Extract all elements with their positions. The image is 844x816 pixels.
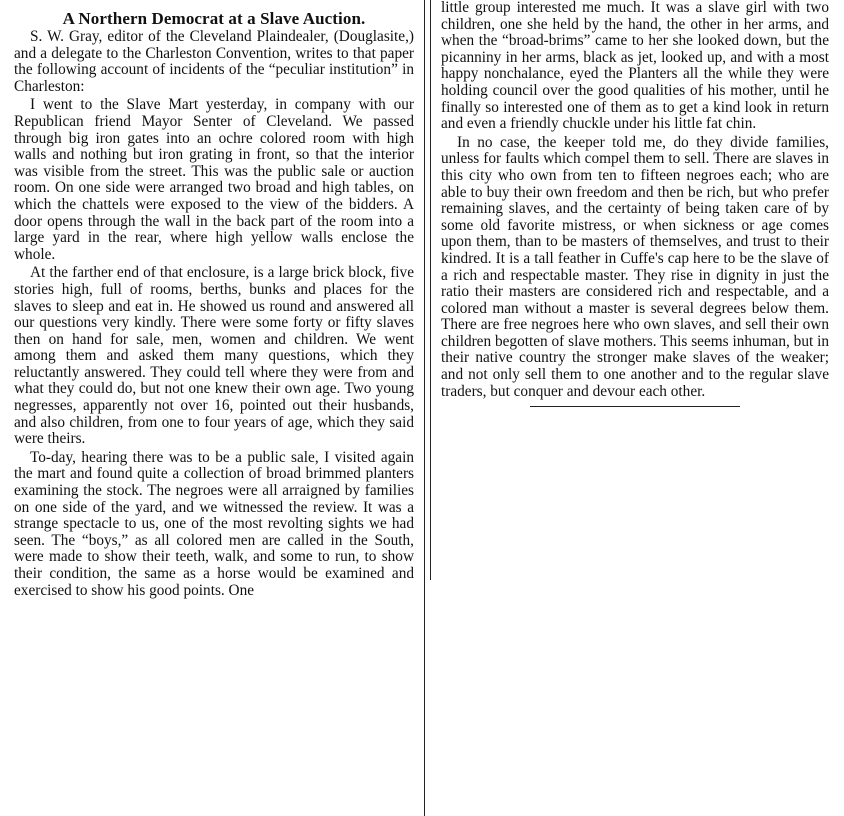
article-paragraph: To-day, hearing there was to be a public sale, I visited again the mart and found quite a collection of broad brimmed planters examining the stock. The negroes were all arraigned by families on one side of the yard, and we witnessed the review. It was a strange spectacle to us, one of the most revolting sights we had seen. The “boys,” as all colored men are called in the South, were made to show their teeth, walk, and some to run, to show their condition, the same as a horse would be examined and exercised to show his good points. One (14, 448, 414, 599)
end-of-article-rule (530, 406, 740, 407)
article-paragraph: In no case, the keeper told me, do they divide families, unless for faults which compel them to sell. There are slaves in this city who own from ten to fifteen negroes each; who are able to buy their own freedom and then be rich, but who prefer remaining slaves, and the certainty of being taken care of by some old favorite mistress, or when sickness or age comes upon them, than to be masters of themselves, and trust to their kindred. It is a tall feather in Cuffe's cap here to be the slave of a rich and respectable master. They rise in dignity in just the ratio their masters are considered rich and respectable, and a colored man without a master is several degrees below them. There are free negroes here who own slaves, and sell their own children begotten of slave mothers. This seems inhuman, but in their native country the stronger make slaves of the weaker; and not only sell them to one another and to the regular slave traders, but conquer and devour each other. (441, 133, 829, 400)
column-divider (430, 0, 431, 580)
article-paragraph-continued: little group interested me much. It was a slave girl with two children, one she held by the hand, the other in her arms, and when the “broad-brims” came to her she looked down, but the picanniny in her arms, black as jet, looked up, and with a most happy nonchalance, eyed the Planters all the while they were holding council over the good qualities of his mother, until he finally so interested one of them as to get a kind look in return and even a friendly chuckle under his little fat chin. (441, 0, 829, 133)
article-headline: A Northern Democrat at a Slave Auction. (62, 9, 366, 28)
right-column (441, 0, 829, 407)
article-paragraph: S. W. Gray, editor of the Cleveland Plaindealer, (Douglasite,) and a delegate to the Charleston Convention, writes to that paper the following account of incidents of the “peculiar institution” in Charleston: (14, 28, 414, 95)
article-paragraph: At the farther end of that enclosure, is a large brick block, five stories high, full of rooms, berths, bunks and places for the slaves to sleep and eat in. He showed us round and answered all our questions very kindly. There were some forty or fifty slaves then on hand for sale, men, women and children. We went among them and asked them many questions, which they reluctantly answered. They could tell where they were from and what they could do, but not one knew their own age. Two young negresses, apparently not over 16, pointed out their husbands, and also children, from one to four years of age, which they said were theirs. (14, 264, 414, 448)
column-divider (424, 0, 425, 816)
article-paragraph: I went to the Slave Mart yesterday, in company with our Republican friend Mayor Senter of Cleveland. We passed through big iron gates into an ochre colored room with high walls and nothing but iron grating in front, so that the interior was visible from the street. This was the public sale or auction room. On one side were arranged two broad and high tables, on which the chattels were exposed to the view of the bidders. A door opens through the wall in the back part of the room into a large yard in the rear, where high yellow walls enclose the whole. (14, 96, 414, 263)
left-column (14, 0, 414, 601)
